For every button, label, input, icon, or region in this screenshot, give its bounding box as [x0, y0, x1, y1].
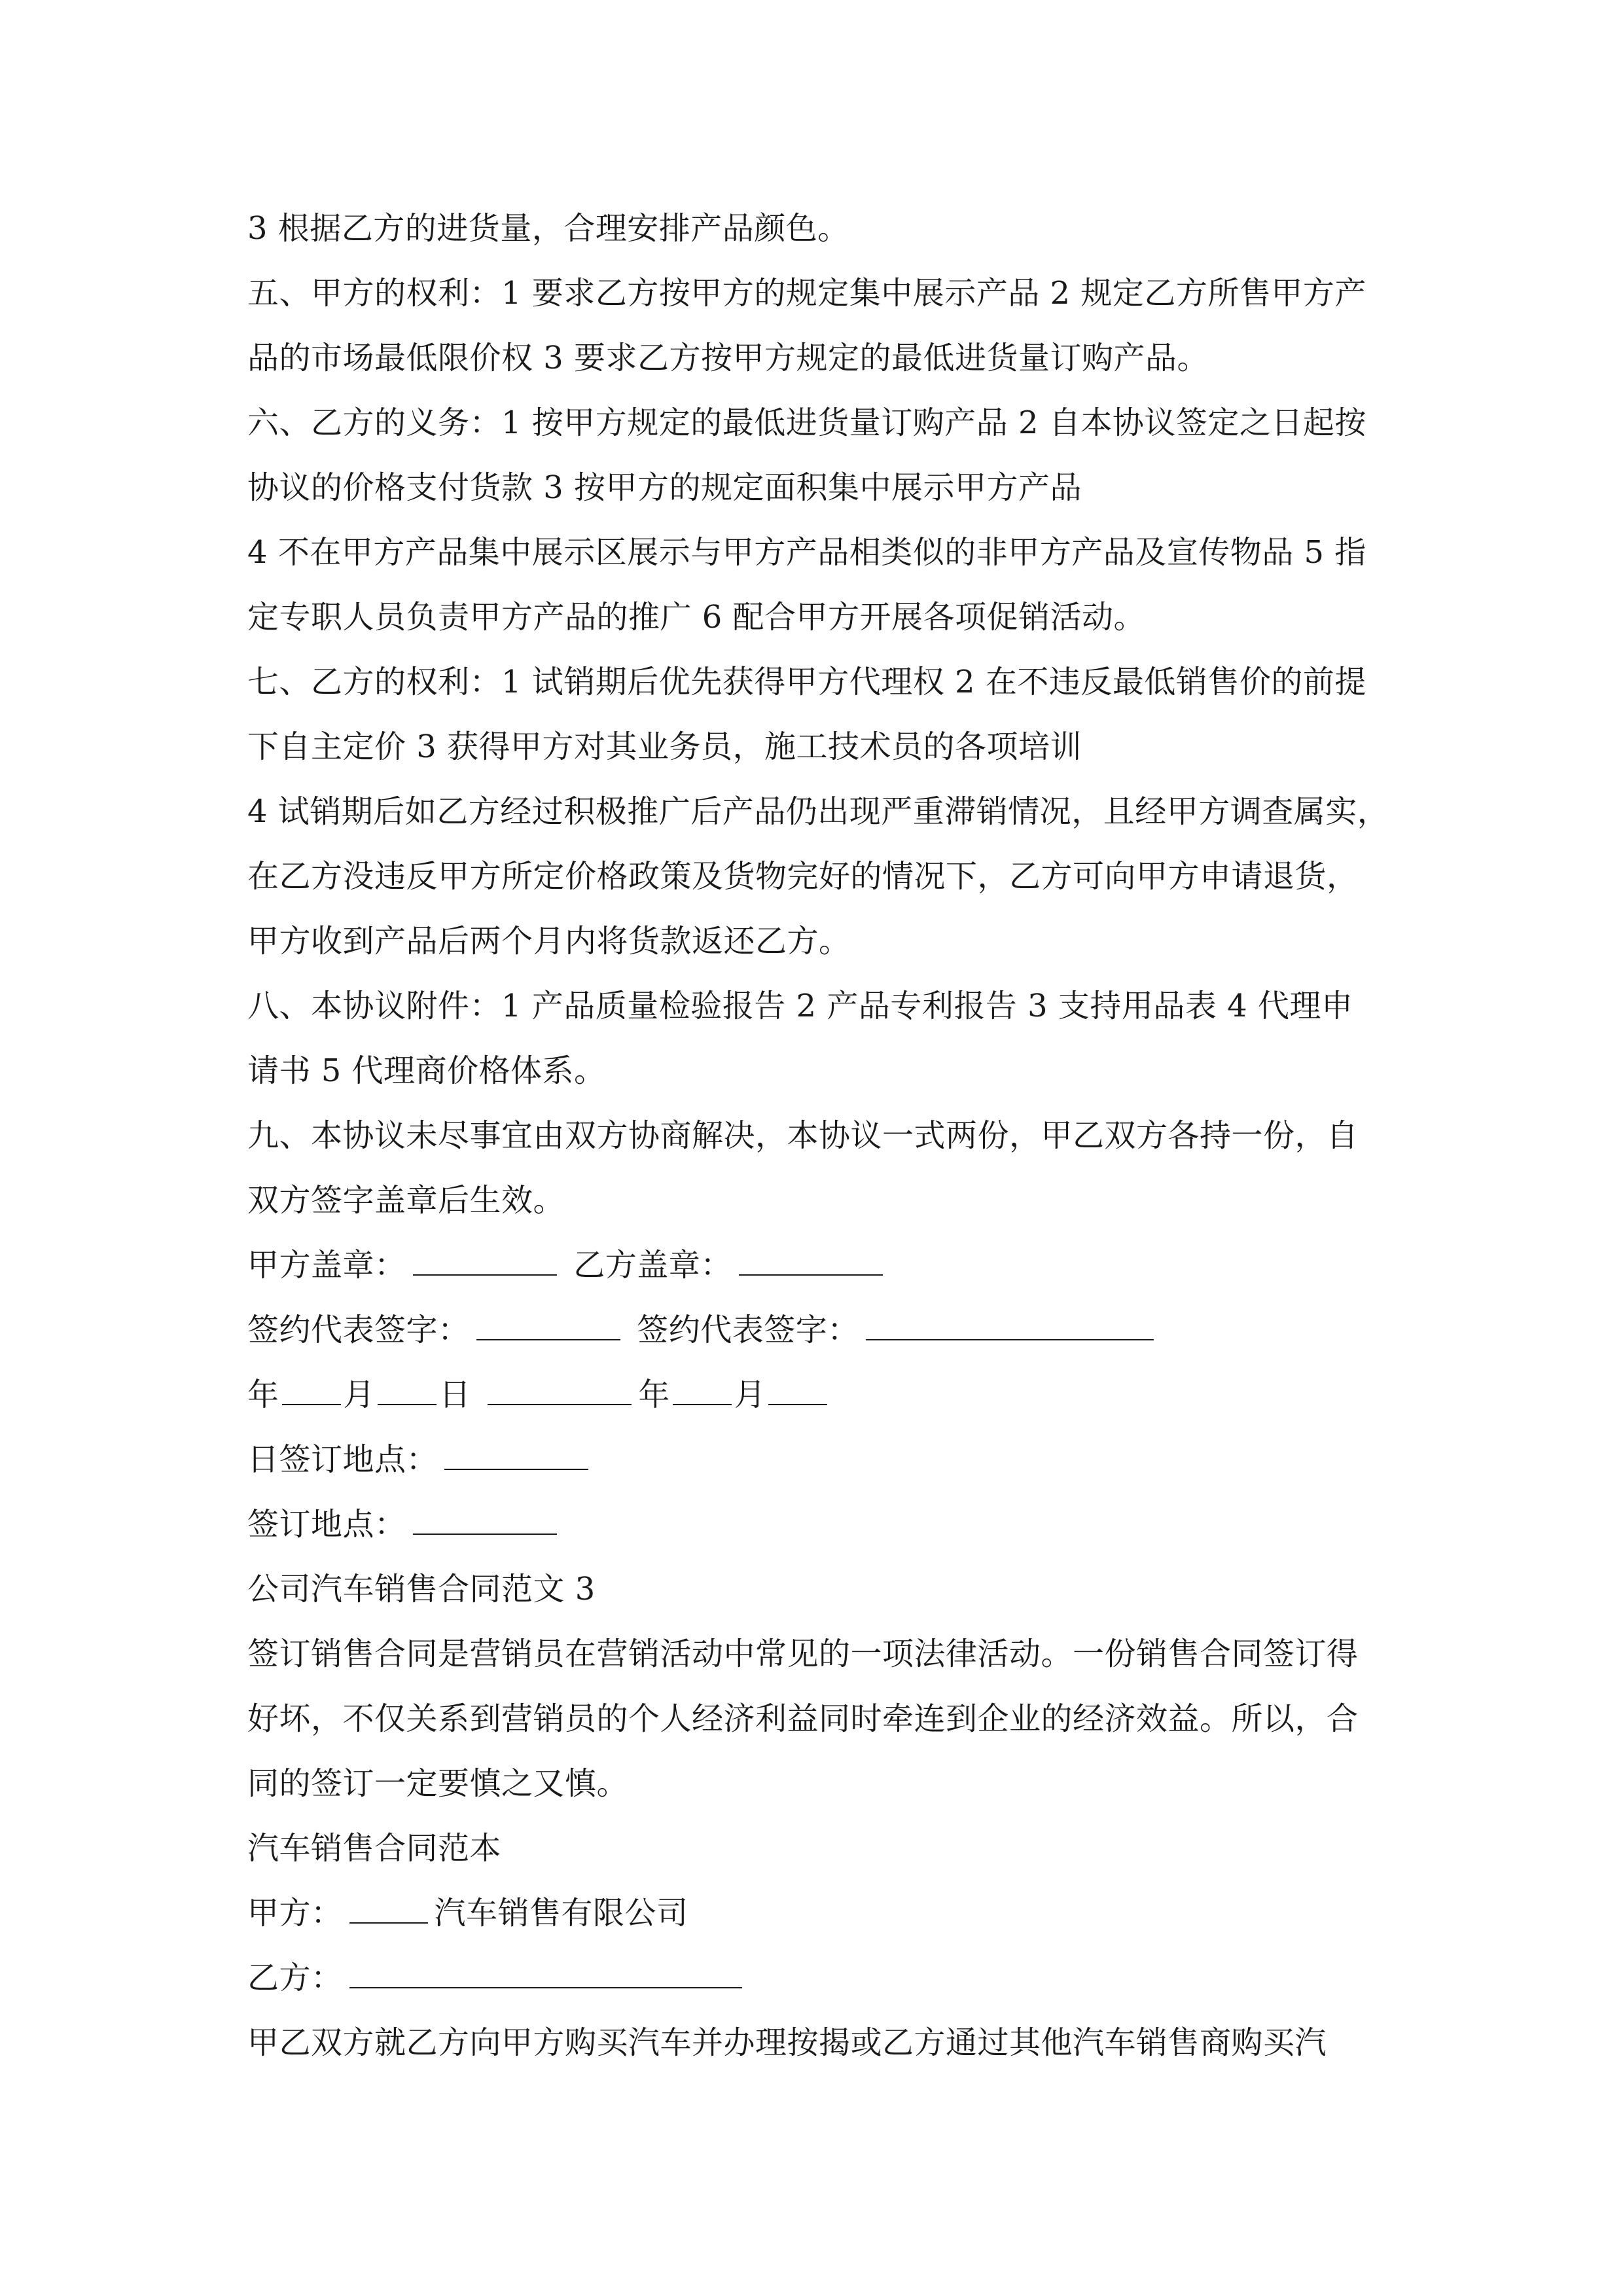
party-a-label: 甲方：: [247, 1895, 343, 1931]
day-blank-b[interactable]: [768, 1374, 827, 1405]
text-line: 请书 5 代理商价格体系。: [247, 1052, 606, 1089]
party-a-seal-blank[interactable]: [413, 1244, 557, 1276]
date-line: [247, 1363, 1399, 1427]
place-label: 签订地点：: [247, 1506, 406, 1543]
representative-signature-line: [247, 1298, 1399, 1363]
party-b-label: 乙方：: [247, 1960, 343, 1996]
text-line: 八、本协议附件：1 产品质量检验报告 2 产品专利报告 3 支持用品表 4 代理申: [247, 988, 1353, 1024]
place-blank-a[interactable]: [444, 1439, 588, 1470]
day-label: 日: [439, 1376, 471, 1413]
text-line: 双方签字盖章后生效。: [247, 1182, 565, 1219]
month-label: 月: [343, 1376, 376, 1413]
seal-line: [247, 1233, 1399, 1298]
text-line: 九、本协议未尽事宜由双方协商解决，本协议一式两份，甲乙双方各持一份，自: [247, 1117, 1359, 1154]
party-a-blank[interactable]: [349, 1892, 428, 1924]
place-blank-b[interactable]: [413, 1503, 557, 1535]
text-line: 七、乙方的权利：1 试销期后优先获得甲方代理权 2 在不违反最低销售价的前提: [247, 664, 1366, 700]
signing-place-line-b: [247, 1492, 1399, 1557]
text-line: 五、甲方的权利：1 要求乙方按甲方的规定集中展示产品 2 规定乙方所售甲方产: [247, 275, 1366, 312]
intro-line: 同的签订一定要慎之又慎。: [247, 1765, 629, 1802]
text-line: 3 根据乙方的进货量，合理安排产品颜色。: [247, 210, 849, 247]
year-label-b: 年: [638, 1376, 670, 1413]
text-line: 甲乙双方就乙方向甲方购买汽车并办理按揭或乙方通过其他汽车销售商购买汽: [247, 2024, 1327, 2061]
signing-place-line-a: [247, 1427, 1399, 1492]
party-a-line: [247, 1881, 1399, 1946]
text-line: 4 试销期后如乙方经过积极推广后产品仍出现严重滞销情况，且经甲方调查属实，: [247, 793, 1389, 830]
year-blank-b[interactable]: [488, 1374, 632, 1405]
month-blank-b[interactable]: [673, 1374, 732, 1405]
party-b-seal-blank[interactable]: [739, 1244, 883, 1276]
text-line: 协议的价格支付货款 3 按甲方的规定面积集中展示甲方产品: [247, 469, 1082, 506]
year-label: 年: [247, 1376, 279, 1413]
rep-sign-a-label: 签约代表签字：: [247, 1312, 470, 1348]
text-line: 4 不在甲方产品集中展示区展示与甲方产品相类似的非甲方产品及宣传物品 5 指: [247, 534, 1366, 571]
month-blank[interactable]: [282, 1374, 341, 1405]
text-line: 品的市场最低限价权 3 要求乙方按甲方规定的最低进货量订购产品。: [247, 340, 1209, 376]
party-b-line: [247, 1946, 1399, 2011]
document-body: [247, 196, 1399, 2075]
rep-sign-a-blank[interactable]: [476, 1309, 620, 1340]
text-line: 下自主定价 3 获得甲方对其业务员，施工技术员的各项培训: [247, 728, 1082, 765]
template-title: 汽车销售合同范本: [247, 1830, 502, 1867]
day-blank[interactable]: [378, 1374, 437, 1405]
party-a-name: 汽车销售有限公司: [434, 1895, 688, 1931]
intro-line: 好坏，不仅关系到营销员的个人经济利益同时牵连到企业的经济效益。所以，合: [247, 1700, 1359, 1737]
intro-line: 签订销售合同是营销员在营销活动中常见的一项法律活动。一份销售合同签订得: [247, 1636, 1359, 1672]
text-line: 甲方收到产品后两个月内将货款返还乙方。: [247, 923, 851, 960]
text-line: 定专职人员负责甲方产品的推广 6 配合甲方开展各项促销活动。: [247, 599, 1146, 636]
text-line: 在乙方没违反甲方所定价格政策及货物完好的情况下，乙方可向甲方申请退货，: [247, 858, 1359, 895]
section-title: 公司汽车销售合同范文 3: [247, 1571, 596, 1607]
rep-sign-b-blank[interactable]: [866, 1309, 1154, 1340]
party-a-seal-label: 甲方盖章：: [247, 1247, 406, 1283]
text-line: 六、乙方的义务：1 按甲方规定的最低进货量订购产品 2 自本协议签定之日起按: [247, 404, 1366, 441]
party-b-blank[interactable]: [349, 1957, 742, 1988]
rep-sign-b-label: 签约代表签字：: [637, 1312, 859, 1348]
party-b-seal-label: 乙方盖章：: [573, 1247, 732, 1283]
month-label-b: 月: [734, 1376, 766, 1413]
date-place-label: 日签订地点：: [247, 1441, 438, 1478]
